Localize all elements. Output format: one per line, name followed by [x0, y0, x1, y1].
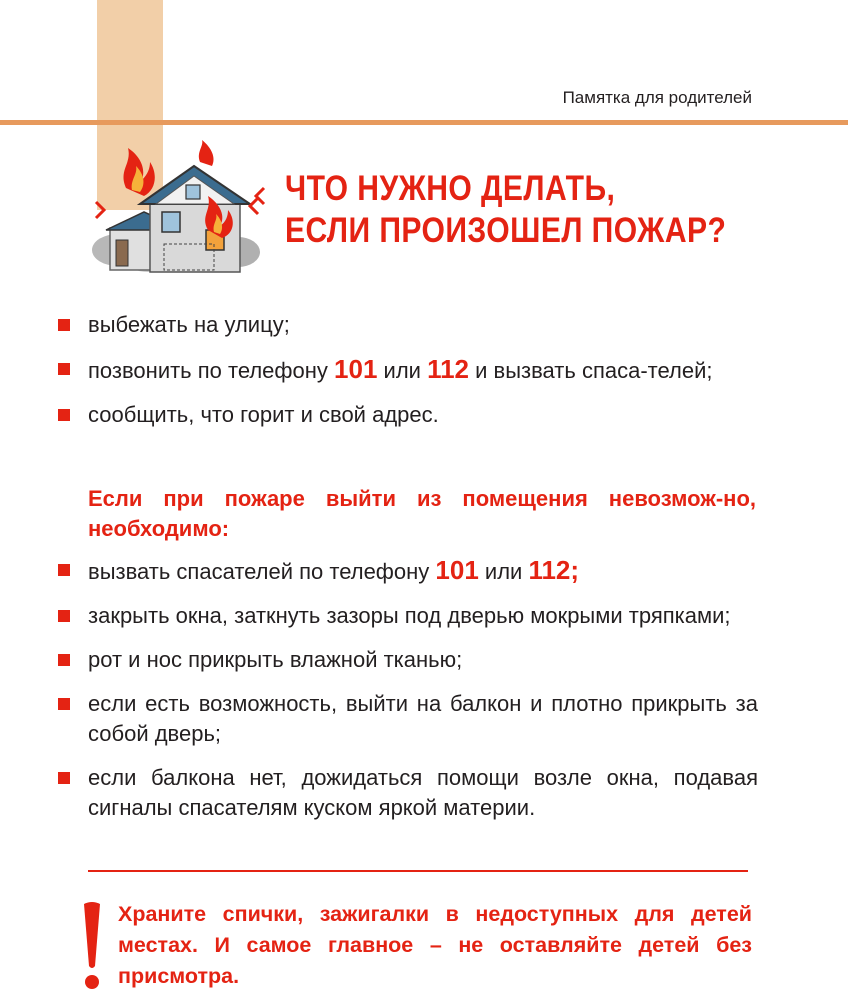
warning-text: Храните спички, зажигалки в недоступных для детей местах. И самое главное – не оставляйте детей без присмотра.: [118, 902, 752, 988]
list-item: [58, 601, 758, 631]
divider: [88, 870, 748, 872]
page-title-line-1: ЧТО НУЖНО ДЕЛАТЬ,: [285, 169, 616, 208]
page-title: [285, 168, 726, 252]
square-bullet-icon: [58, 698, 70, 710]
list-item: [58, 400, 758, 430]
list-item: [58, 310, 758, 340]
phone-number: 101: [435, 555, 479, 585]
list-item-text: рот и нос прикрыть влажной тканью;: [88, 647, 463, 672]
square-bullet-icon: [58, 409, 70, 421]
square-bullet-icon: [58, 363, 70, 375]
list-item-text: ;: [570, 555, 580, 585]
list-item: [58, 689, 758, 749]
list-item: [58, 555, 758, 587]
actions-list: [58, 310, 758, 444]
square-bullet-icon: [58, 654, 70, 666]
burning-house-icon: [88, 140, 268, 285]
list-item-text: если балкона нет, дожидаться помощи возле окна, подавая сигналы спасателям куском яркой материи.: [88, 765, 758, 820]
list-item-text: сообщить, что горит и свой адрес.: [88, 402, 439, 427]
header-note: Памятка для родителей: [562, 88, 752, 107]
list-item: [58, 354, 758, 386]
square-bullet-icon: [58, 610, 70, 622]
list-item-text: выбежать на улицу;: [88, 312, 290, 337]
list-item-text: закрыть окна, заткнуть зазоры под дверью мокрыми тряпками;: [88, 603, 731, 628]
decorative-horizontal-stripe: [0, 120, 848, 125]
list-item-text: и вызвать спаса-телей;: [469, 358, 713, 383]
list-item-text: или: [377, 358, 428, 383]
square-bullet-icon: [58, 319, 70, 331]
exclamation-icon: [80, 900, 104, 992]
list-item: [58, 645, 758, 675]
phone-number: 101: [334, 354, 378, 384]
page-title-line-2: ЕСЛИ ПРОИЗОШЕЛ ПОЖАР?: [285, 211, 727, 250]
section-subheading: Если при пожаре выйти из помещения невозмож-но, необходимо:: [88, 486, 756, 541]
list-item-text: если есть возможность, выйти на балкон и плотно прикрыть за собой дверь;: [88, 691, 758, 746]
list-item: [58, 763, 758, 823]
square-bullet-icon: [58, 564, 70, 576]
phone-number: 112: [528, 555, 571, 585]
list-item-text: или: [478, 559, 529, 584]
phone-number: 112: [427, 354, 470, 384]
list-item-text: вызвать спасателей по телефону: [88, 559, 436, 584]
emergency-list: [58, 555, 758, 837]
square-bullet-icon: [58, 772, 70, 784]
list-item-text: позвонить по телефону: [88, 358, 335, 383]
